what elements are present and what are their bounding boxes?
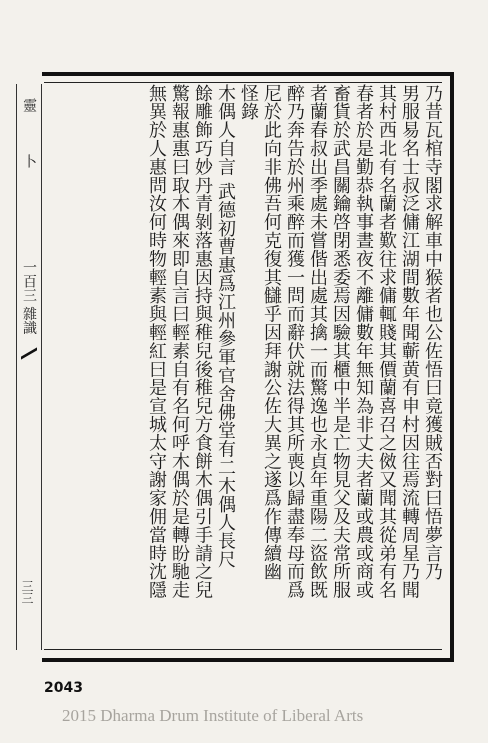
text-column: 餘雕飾巧妙丹青剝落惠因持與稚兒後稚兒方食餅木偶引手請之兒 — [192, 84, 213, 600]
text-column: 尼於此向非佛吾何克復其讎乎因拜謝公佐大異之遂爲作傳續幽 — [261, 84, 282, 581]
text-column: 春者於是勤恭執事晝夜不離傭數年無知為非丈夫者蘭或農或商或 — [353, 84, 374, 600]
main-text-block — [72, 84, 444, 650]
text-column: 者蘭春叔出季處未嘗偕出處其擒一而驚逸也永貞年重陽二盜飲既 — [307, 84, 328, 600]
text-column: 乃昔瓦棺寺閣求解車中猴者也公佐悟曰竟獲賊否對曰悟夢言乃 — [422, 84, 443, 581]
text-column: 畜貨於武昌關鑰啓閉悉委焉因驗其櫃中半是亡物見父及夫常所服 — [330, 84, 351, 600]
text-column: 其村西北有名蘭者歎往求傭輒賤其價蘭喜召之傚又聞其從弟有名 — [376, 84, 397, 600]
colophon-leaf-number: 三三 — [20, 580, 34, 604]
colophon-strip — [16, 84, 42, 650]
watermark: 2015 Dharma Drum Institute of Liberal Arts — [62, 706, 364, 725]
page-number: 2043 — [44, 680, 83, 696]
text-column: 男服易名士叔泛傭江湖間數年聞蘄黄有申村因往焉流轉周星乃聞 — [399, 84, 420, 600]
text-column: 醉乃奔告於州乘醉而獲一問而辭伏就法得其所喪以歸盡奉母而爲 — [284, 84, 305, 600]
text-column: 無異於人惠問汝何時物輕素與輕紅曰是宣城太守謝家佣當時沈隱 — [146, 84, 167, 600]
text-column: 怪錄 — [238, 84, 259, 121]
colophon-title: 靈 — [21, 98, 37, 112]
fishtail-mark — [21, 347, 37, 369]
colophon-section: 一百三 雜識 — [21, 260, 37, 335]
colophon-volume: 卜 — [21, 154, 37, 168]
text-column: 木偶人自言 武德初曹惠爲江州參軍官舍佛堂有二木偶人長尺 — [215, 84, 236, 569]
text-column: 驚報惠惠曰取木偶來即自言曰輕素自有名何呼木偶於是轉盼馳走 — [169, 84, 190, 600]
